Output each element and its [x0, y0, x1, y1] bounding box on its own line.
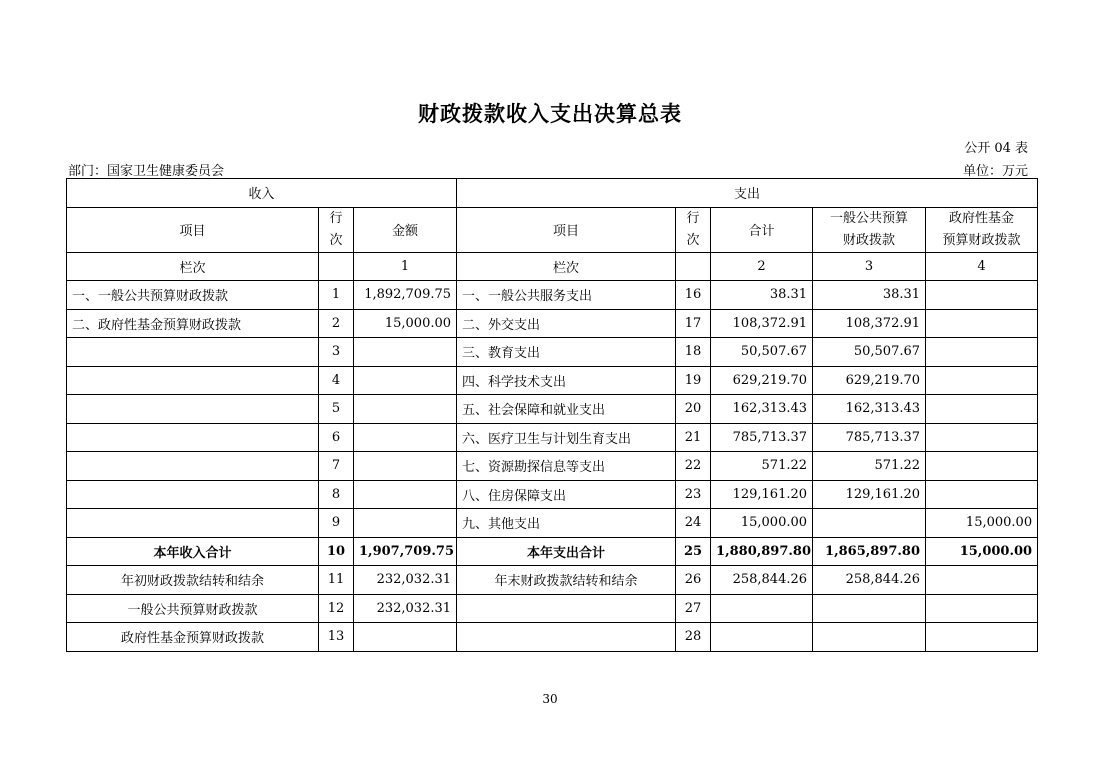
income-header: 收入 [67, 179, 457, 208]
fund-budget-header [926, 207, 1038, 252]
expense-item-cell: 年末财政拨款结转和结余 [457, 566, 676, 595]
expense-line-cell: 28 [676, 623, 711, 652]
income-item-cell: 一、一般公共预算财政拨款 [67, 281, 319, 310]
income-item-header: 项目 [67, 207, 319, 252]
expense-line-cell: 22 [676, 452, 711, 481]
income-item-cell [67, 509, 319, 538]
col-index-2: 2 [711, 252, 813, 281]
expense-header: 支出 [457, 179, 1038, 208]
income-amount-cell [354, 338, 457, 367]
table-row [67, 480, 1038, 509]
income-line-header [319, 207, 354, 252]
department-label: 部门：国家卫生健康委员会 [68, 164, 225, 179]
col-index-4: 4 [926, 252, 1038, 281]
general-header-bottom: 财政拨款 [843, 232, 896, 248]
income-line-cell: 7 [319, 452, 354, 481]
fund-budget-cell [926, 423, 1038, 452]
income-item-cell [67, 423, 319, 452]
table-row [67, 566, 1038, 595]
expense-item-cell: 九、其他支出 [457, 509, 676, 538]
fund-budget-cell [926, 281, 1038, 310]
income-item-cell: 本年收入合计 [67, 537, 319, 566]
expense-line-cell: 18 [676, 338, 711, 367]
expense-total-cell: 129,161.20 [711, 480, 813, 509]
income-amount-cell [354, 395, 457, 424]
income-item-cell: 一般公共预算财政拨款 [67, 594, 319, 623]
fund-budget-cell: 15,000.00 [926, 537, 1038, 566]
table-row [67, 281, 1038, 310]
expense-item-cell: 八、住房保障支出 [457, 480, 676, 509]
line-header-top: 行 [329, 210, 343, 226]
col-index-3: 3 [813, 252, 926, 281]
expense-line-cell: 24 [676, 509, 711, 538]
income-line-cell: 1 [319, 281, 354, 310]
general-header-top: 一般公共预算 [830, 210, 909, 226]
fund-budget-cell [926, 452, 1038, 481]
table-row [67, 338, 1038, 367]
fund-budget-cell [926, 338, 1038, 367]
income-line-cell: 9 [319, 509, 354, 538]
table-body [67, 281, 1038, 652]
line-header-bottom: 次 [329, 232, 343, 248]
expense-line-cell: 20 [676, 395, 711, 424]
expense-total-cell: 571.22 [711, 452, 813, 481]
expense-item-cell [457, 594, 676, 623]
expense-total-cell: 1,880,897.80 [711, 537, 813, 566]
expense-item-cell: 三、教育支出 [457, 338, 676, 367]
expense-total-cell: 258,844.26 [711, 566, 813, 595]
expense-item-cell: 二、外交支出 [457, 309, 676, 338]
income-amount-cell [354, 423, 457, 452]
page-title: 财政拨款收入支出决算总表 [418, 101, 682, 126]
income-line-cell: 3 [319, 338, 354, 367]
general-budget-cell: 50,507.67 [813, 338, 926, 367]
general-budget-cell [813, 623, 926, 652]
page-number: 30 [542, 692, 558, 706]
income-item-cell: 年初财政拨款结转和结余 [67, 566, 319, 595]
column-index-row [67, 252, 1038, 281]
general-budget-cell [813, 594, 926, 623]
income-amount-cell: 232,032.31 [354, 566, 457, 595]
general-budget-cell: 162,313.43 [813, 395, 926, 424]
expense-total-cell: 38.31 [711, 281, 813, 310]
general-budget-header [813, 207, 926, 252]
income-line-cell: 11 [319, 566, 354, 595]
fund-budget-cell [926, 594, 1038, 623]
general-budget-cell: 258,844.26 [813, 566, 926, 595]
general-budget-cell: 571.22 [813, 452, 926, 481]
expense-total-cell: 50,507.67 [711, 338, 813, 367]
fund-budget-cell [926, 395, 1038, 424]
income-line-cell: 2 [319, 309, 354, 338]
expense-total-cell [711, 594, 813, 623]
income-line-cell: 12 [319, 594, 354, 623]
general-budget-cell [813, 509, 926, 538]
table-row [67, 509, 1038, 538]
expense-line-cell: 21 [676, 423, 711, 452]
unit-label: 单位：万元 [962, 164, 1028, 179]
table-row [67, 452, 1038, 481]
income-amount-cell [354, 366, 457, 395]
income-amount-cell [354, 623, 457, 652]
expense-item-cell: 本年支出合计 [457, 537, 676, 566]
expense-total-cell: 629,219.70 [711, 366, 813, 395]
form-number: 公开 04 表 [964, 141, 1028, 156]
table-row [67, 423, 1038, 452]
expense-line-cell: 16 [676, 281, 711, 310]
income-line-cell: 4 [319, 366, 354, 395]
income-amount-cell [354, 480, 457, 509]
col-index-1: 1 [354, 252, 457, 281]
income-line-cell: 8 [319, 480, 354, 509]
table-row [67, 594, 1038, 623]
expense-line-cell: 19 [676, 366, 711, 395]
empty-cell [676, 252, 711, 281]
income-item-cell [67, 452, 319, 481]
expense-item-cell: 六、医疗卫生与计划生育支出 [457, 423, 676, 452]
expense-item-header: 项目 [457, 207, 676, 252]
header-row-columns [67, 207, 1038, 252]
income-item-cell: 政府性基金预算财政拨款 [67, 623, 319, 652]
fund-budget-cell [926, 566, 1038, 595]
expense-col-label: 栏次 [457, 252, 676, 281]
income-amount-cell: 1,892,709.75 [354, 281, 457, 310]
income-amount-cell: 15,000.00 [354, 309, 457, 338]
fund-budget-cell: 15,000.00 [926, 509, 1038, 538]
expense-line-cell: 26 [676, 566, 711, 595]
expense-item-cell: 一、一般公共服务支出 [457, 281, 676, 310]
table-row [67, 537, 1038, 566]
income-item-cell: 二、政府性基金预算财政拨款 [67, 309, 319, 338]
fund-budget-cell [926, 366, 1038, 395]
income-item-cell [67, 395, 319, 424]
general-budget-cell: 1,865,897.80 [813, 537, 926, 566]
fund-header-top: 政府性基金 [949, 210, 1015, 226]
expense-total-cell: 785,713.37 [711, 423, 813, 452]
expense-line-cell: 27 [676, 594, 711, 623]
expense-item-cell: 四、科学技术支出 [457, 366, 676, 395]
income-line-cell: 6 [319, 423, 354, 452]
expense-total-cell: 108,372.91 [711, 309, 813, 338]
fund-header-bottom: 预算财政拨款 [942, 232, 1021, 248]
income-line-cell: 5 [319, 395, 354, 424]
budget-table [66, 178, 1038, 652]
general-budget-cell: 38.31 [813, 281, 926, 310]
table-row [67, 395, 1038, 424]
fund-budget-cell [926, 480, 1038, 509]
table-row [67, 309, 1038, 338]
table-row [67, 366, 1038, 395]
income-amount-cell [354, 509, 457, 538]
expense-item-cell: 五、社会保障和就业支出 [457, 395, 676, 424]
header-row-sections [67, 179, 1038, 208]
fund-budget-cell [926, 309, 1038, 338]
expense-line-header [676, 207, 711, 252]
income-item-cell [67, 366, 319, 395]
general-budget-cell: 785,713.37 [813, 423, 926, 452]
line-header-top: 行 [686, 210, 700, 226]
general-budget-cell: 129,161.20 [813, 480, 926, 509]
line-header-bottom: 次 [686, 232, 700, 248]
expense-line-cell: 25 [676, 537, 711, 566]
expense-total-header: 合计 [711, 207, 813, 252]
income-col-label: 栏次 [67, 252, 319, 281]
income-amount-cell: 1,907,709.75 [354, 537, 457, 566]
income-amount-header: 金额 [354, 207, 457, 252]
empty-cell [319, 252, 354, 281]
income-line-cell: 13 [319, 623, 354, 652]
income-line-cell: 10 [319, 537, 354, 566]
expense-total-cell [711, 623, 813, 652]
income-amount-cell [354, 452, 457, 481]
income-item-cell [67, 480, 319, 509]
income-item-cell [67, 338, 319, 367]
income-amount-cell: 232,032.31 [354, 594, 457, 623]
general-budget-cell: 629,219.70 [813, 366, 926, 395]
fund-budget-cell [926, 623, 1038, 652]
expense-line-cell: 23 [676, 480, 711, 509]
expense-total-cell: 162,313.43 [711, 395, 813, 424]
expense-line-cell: 17 [676, 309, 711, 338]
expense-item-cell [457, 623, 676, 652]
expense-item-cell: 七、资源勘探信息等支出 [457, 452, 676, 481]
expense-total-cell: 15,000.00 [711, 509, 813, 538]
general-budget-cell: 108,372.91 [813, 309, 926, 338]
table-row [67, 623, 1038, 652]
